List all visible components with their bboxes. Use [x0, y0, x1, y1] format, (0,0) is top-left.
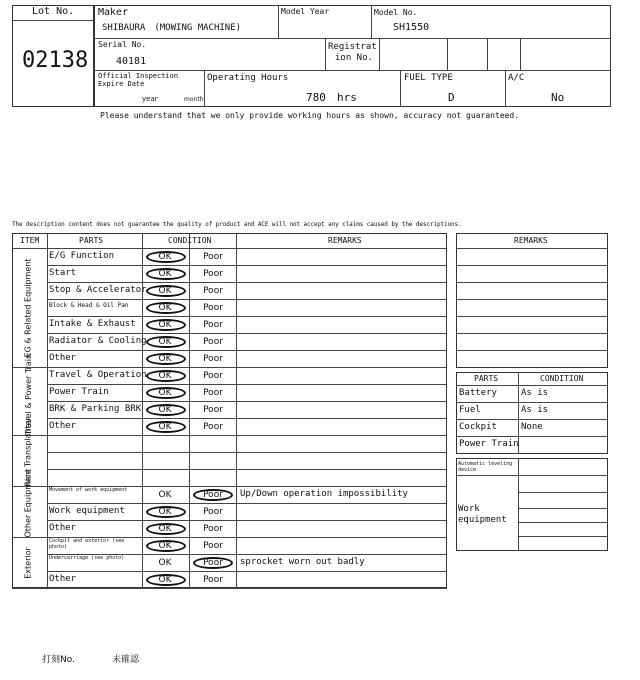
part-name: Power Train	[49, 387, 109, 397]
part-name: Work equipment	[49, 506, 125, 516]
condition-poor[interactable]: Poor	[203, 490, 223, 500]
col-condition: CONDITION	[168, 236, 212, 245]
condition-poor[interactable]: Poor	[203, 320, 223, 330]
condition-ok[interactable]: OK	[158, 388, 172, 398]
registration-label-1: Registrat	[328, 42, 377, 52]
right-condition-label: CONDITION	[540, 374, 584, 383]
condition-ok[interactable]: OK	[158, 575, 172, 585]
part-name: Movement of work equipment	[49, 487, 128, 493]
work-equipment-label: Work equipment	[458, 504, 507, 525]
model-no-label: Model No.	[374, 8, 418, 17]
col-remarks: REMARKS	[328, 236, 362, 245]
condition-poor[interactable]: Poor	[203, 558, 223, 568]
condition-poor[interactable]: Poor	[203, 575, 223, 585]
item-group-label: Other Equipment	[23, 468, 33, 537]
maker-label: Maker	[98, 7, 129, 18]
part-name: Other	[49, 574, 77, 584]
condition-poor[interactable]: Poor	[203, 337, 223, 347]
stamp-value: 未確認	[112, 655, 140, 665]
right-part-condition: None	[521, 422, 543, 432]
part-name: Radiator & Cooling	[49, 336, 147, 346]
selected-condition-circle	[146, 336, 186, 348]
part-name: Travel & Operation	[49, 370, 147, 380]
condition-ok[interactable]: OK	[158, 269, 172, 279]
right-remarks-label: REMARKS	[514, 236, 548, 245]
selected-condition-circle	[146, 251, 186, 263]
description-notice: The description content does not guarantee the quality of product and ACE will not accept any claims caused by the descriptions.	[12, 221, 462, 228]
inspection-label-1: Official Inspection	[98, 72, 179, 80]
year-label: year	[142, 95, 158, 103]
condition-ok[interactable]: OK	[158, 405, 172, 415]
part-name: Block & Head & Oil Pan	[49, 302, 129, 309]
fuel-value: D	[448, 91, 455, 104]
col-item: ITEM	[20, 236, 40, 245]
selected-condition-circle	[146, 285, 186, 297]
condition-ok[interactable]: OK	[158, 422, 172, 432]
condition-ok[interactable]: OK	[158, 558, 172, 568]
month-label: month	[184, 96, 204, 103]
hours-label: Operating Hours	[207, 73, 289, 83]
registration-label-2: ion No.	[335, 53, 373, 63]
condition-ok[interactable]: OK	[158, 354, 172, 364]
condition-ok[interactable]: OK	[158, 320, 172, 330]
part-name: Stop & Accelerator	[49, 285, 147, 295]
condition-poor[interactable]: Poor	[203, 524, 223, 534]
part-name: Other	[49, 353, 77, 363]
condition-poor[interactable]: Poor	[203, 541, 223, 551]
condition-poor[interactable]: Poor	[203, 354, 223, 364]
condition-poor[interactable]: Poor	[203, 286, 223, 296]
right-part-name: Battery	[459, 388, 497, 398]
condition-poor[interactable]: Poor	[203, 303, 223, 313]
ac-label: A/C	[508, 73, 525, 83]
model-no-value: SH1550	[393, 22, 430, 33]
right-part-name: Cockpit	[459, 422, 497, 432]
selected-condition-circle	[146, 302, 186, 314]
part-name: Other	[49, 421, 77, 431]
part-name: Start	[49, 268, 77, 278]
hours-notice: Please understand that we only provide working hours as shown, accuracy not guaranteed.	[100, 111, 520, 120]
hours-value: 780	[306, 91, 326, 104]
condition-poor[interactable]: Poor	[203, 269, 223, 279]
remark-text: Up/Down operation impossibility	[240, 489, 408, 499]
fuel-label: FUEL TYPE	[404, 73, 453, 83]
selected-condition-circle	[193, 489, 233, 501]
condition-ok[interactable]: OK	[158, 541, 172, 551]
col-parts: PARTS	[79, 236, 104, 245]
part-name: Cockpit and exterior (see photo)	[49, 538, 125, 550]
selected-condition-circle	[146, 268, 186, 280]
hours-unit: hrs	[337, 91, 357, 104]
condition-ok[interactable]: OK	[158, 286, 172, 296]
part-name: E/G Function	[49, 251, 115, 261]
selected-condition-circle	[146, 353, 186, 365]
selected-condition-circle	[146, 387, 186, 399]
condition-ok[interactable]: OK	[158, 507, 172, 517]
right-part-condition: As is	[521, 388, 549, 398]
condition-ok[interactable]: OK	[158, 371, 172, 381]
serial-label: Serial No.	[98, 40, 147, 49]
condition-ok[interactable]: OK	[158, 337, 172, 347]
condition-poor[interactable]: Poor	[203, 252, 223, 262]
item-group-label: Exterior	[23, 546, 33, 579]
stamp-label: 打刻No.	[42, 655, 75, 665]
condition-ok[interactable]: OK	[158, 303, 172, 313]
selected-condition-circle	[146, 574, 186, 586]
right-parts-label: PARTS	[474, 374, 499, 383]
part-name: Undercarriage (see photo)	[49, 555, 125, 561]
condition-ok[interactable]: OK	[158, 252, 172, 262]
condition-poor[interactable]: Poor	[203, 422, 223, 432]
selected-condition-circle	[146, 370, 186, 382]
maker-value: SHIBAURA (MOWING MACHINE)	[102, 23, 242, 33]
lot-number: 02138	[22, 48, 89, 73]
condition-ok[interactable]: OK	[158, 524, 172, 534]
item-group-label: EG & Related Equipment	[23, 258, 33, 357]
ac-value: No	[551, 91, 565, 104]
selected-condition-circle	[146, 506, 186, 518]
condition-poor[interactable]: Poor	[203, 405, 223, 415]
condition-poor[interactable]: Poor	[203, 388, 223, 398]
model-year-label: Model Year	[281, 7, 330, 16]
selected-condition-circle	[146, 404, 186, 416]
selected-condition-circle	[146, 421, 186, 433]
auto-leveling-label: Automatic leveling device	[458, 461, 513, 473]
selected-condition-circle	[146, 523, 186, 535]
condition-poor[interactable]: Poor	[203, 371, 223, 381]
part-name: Intake & Exhaust	[49, 319, 136, 329]
remark-text: sprocket worn out badly	[240, 557, 365, 567]
selected-condition-circle	[193, 557, 233, 569]
part-name: BRK & Parking BRK	[49, 404, 142, 414]
condition-ok[interactable]: OK	[158, 490, 172, 500]
condition-poor[interactable]: Poor	[203, 507, 223, 517]
selected-condition-circle	[146, 319, 186, 331]
right-part-name: Power Train	[459, 439, 519, 449]
part-name: Other	[49, 523, 77, 533]
item-group-label: Travel & Power Train	[23, 353, 33, 435]
right-part-condition: As is	[521, 405, 549, 415]
inspection-label-2: Expire Date	[98, 80, 145, 88]
serial-value: 40181	[116, 56, 147, 67]
item-group-label: Rice Transplanter	[23, 416, 33, 486]
right-part-name: Fuel	[459, 405, 481, 415]
selected-condition-circle	[146, 540, 186, 552]
lot-label: Lot No.	[32, 6, 75, 17]
